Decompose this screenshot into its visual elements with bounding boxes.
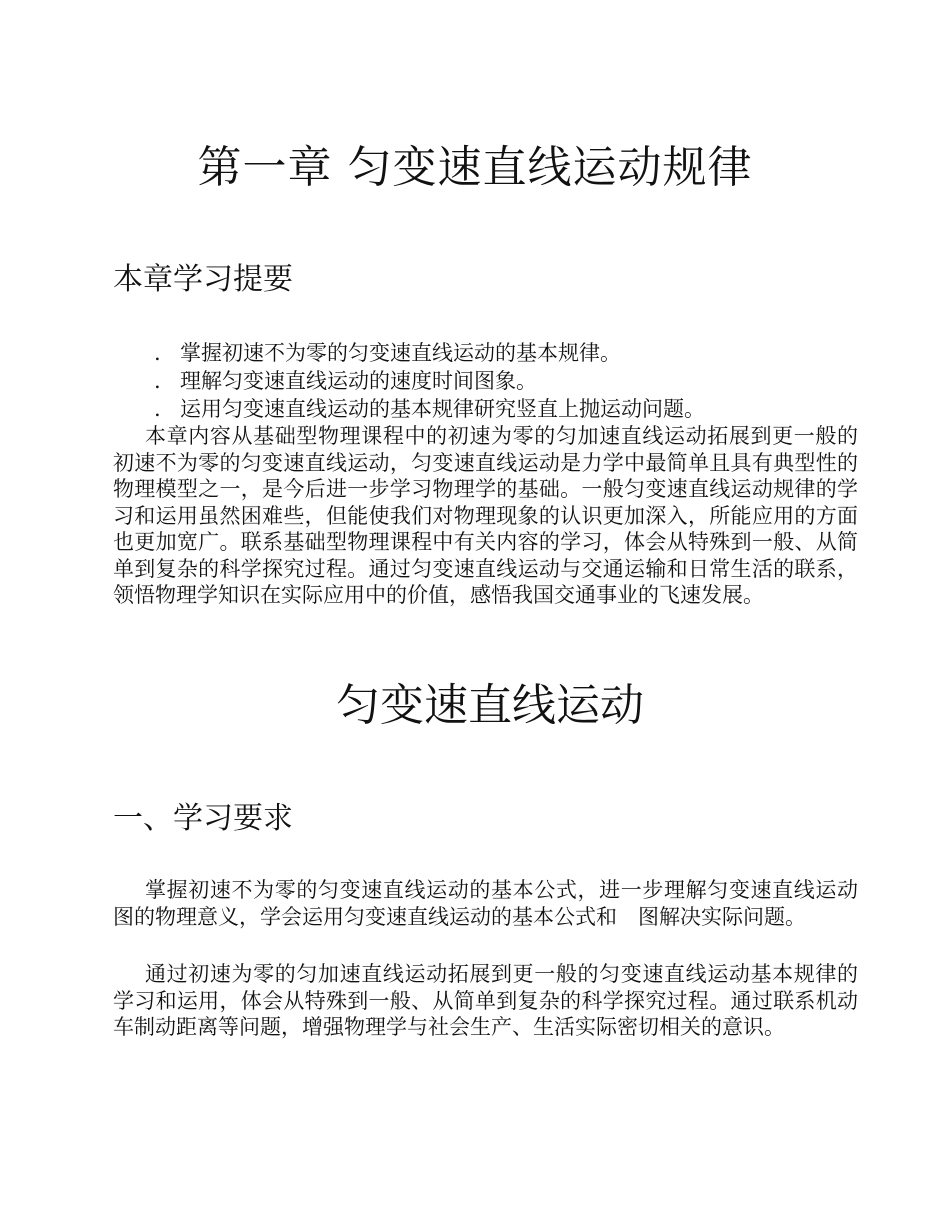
list-marker: . xyxy=(154,341,161,365)
goal-text: 理解匀变速直线运动的速度时间图象。 xyxy=(180,369,537,393)
requirements-heading: 一、学习要求 xyxy=(113,801,293,836)
requirements-paragraph: 掌握初速不为零的匀变速直线运动的基本公式，进一步理解匀变速直线运动 图的物理意义，学会运用匀变速直线运动的基本公式和 图解决实际问题。 xyxy=(113,878,879,929)
goal-list xyxy=(113,339,853,423)
goal-text: 掌握初速不为零的匀变速直线运动的基本规律。 xyxy=(180,341,621,365)
list-item xyxy=(113,395,853,423)
section-title: 匀变速直线运动 xyxy=(336,680,644,731)
goal-text: 运用匀变速直线运动的基本规律研究竖直上抛运动问题。 xyxy=(180,397,705,421)
chapter-title: 第一章 匀变速直线运动规律 xyxy=(197,142,753,193)
summary-heading: 本章学习提要 xyxy=(113,262,293,297)
list-marker: . xyxy=(154,397,161,421)
list-marker: . xyxy=(154,369,161,393)
chapter-intro-paragraph: 本章内容从基础型物理课程中的初速为零的匀加速直线运动拓展到更一般的初速不为零的匀变速直线运动，匀变速直线运动是力学中最简单且具有典型性的物理模型之一，是今后进一步学习物理学的基础。一般匀变速直线运动规律的学习和运用虽然困难些，但能使我们对物理现象的认识更加深入，所能应用的方面也更加宽广。联系基础型物理课程中有关内容的学习，体会从特殊到一般、从简单到复杂的科学探究过程。通过匀变速直线运动与交通运输和日常生活的联系，领悟物理学知识在实际应用中的价值，感悟我国交通事业的飞速发展。 xyxy=(113,424,858,607)
list-item xyxy=(113,367,853,395)
list-item xyxy=(113,339,853,367)
requirements-paragraph: 通过初速为零的匀加速直线运动拓展到更一般的匀变速直线运动基本规律的学习和运用，体会从特殊到一般、从简单到复杂的科学探究过程。通过联系机动车制动距离等问题，增强物理学与社会生产、生活实际密切相关的意识。 xyxy=(113,962,858,1039)
